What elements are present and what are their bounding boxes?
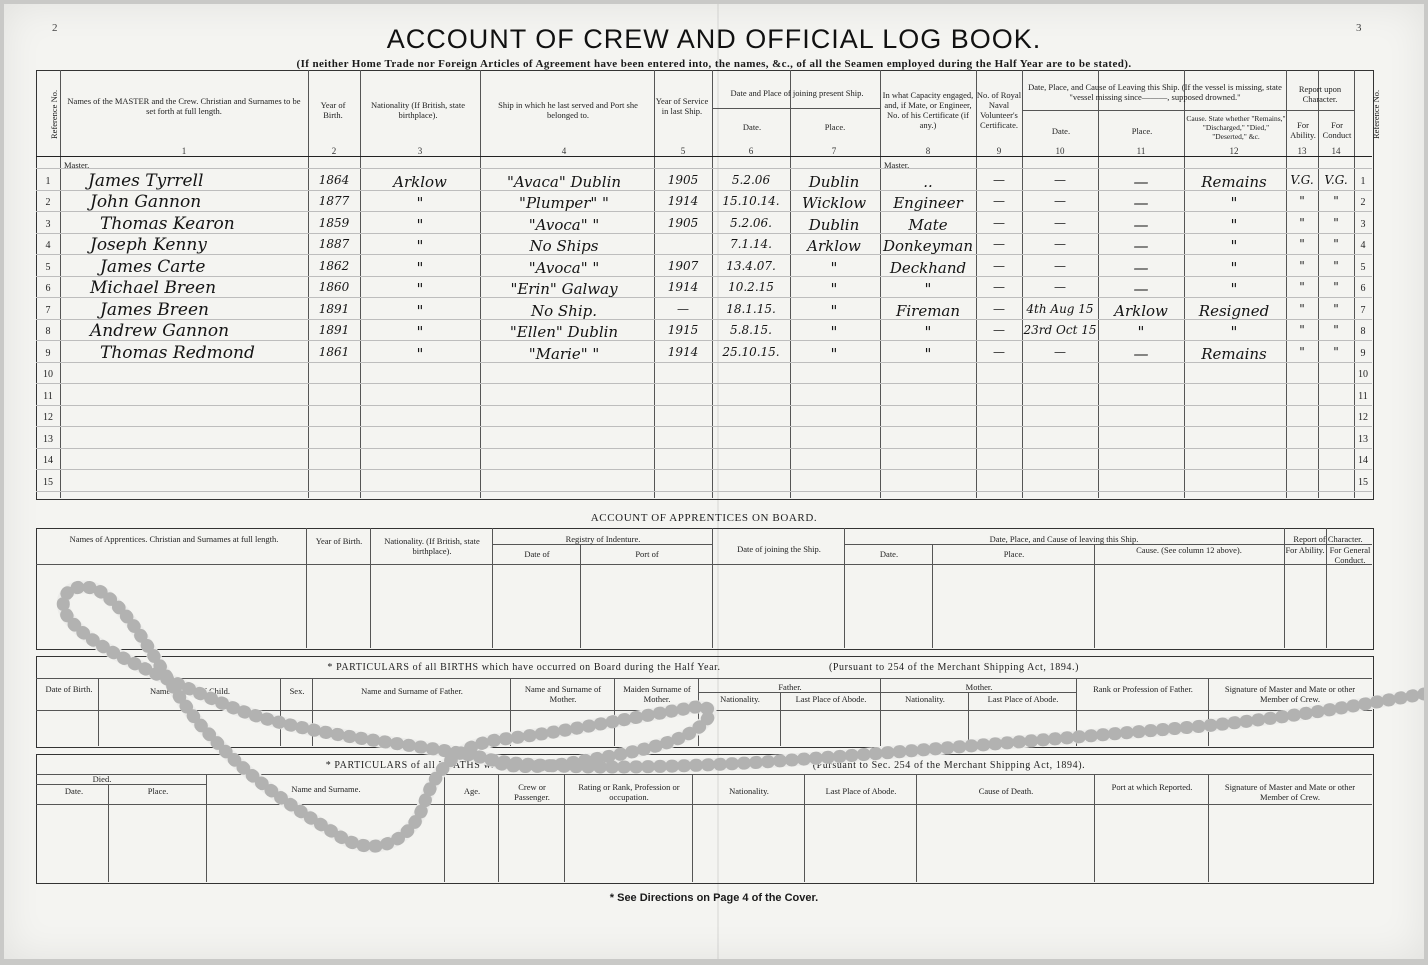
crew-yos-cell: 1915 [667,323,699,337]
row-ref-number: 7 [45,304,51,316]
crew-cause-cell: " [1230,258,1238,277]
births-title: * PARTICULARS of all BIRTHS which have occurred on Board during the Half Year. [327,662,721,673]
crew-ref-header-right: Reference No. [1371,89,1381,139]
death-age-header: Age. [463,786,481,796]
row-ref-number-right: 5 [1360,261,1366,273]
death-signature-header: Signature of Master and Mate or other Member of Crew. [1224,782,1356,802]
column-number: 14 [1331,146,1341,156]
column-number: 11 [1136,146,1146,156]
crew-cap-cell: Donkeyman [883,237,973,255]
crew-jplace-cell: " [830,323,838,341]
row-ref-number-right: 6 [1360,283,1366,294]
crew-ship-cell: "Avaca" Dublin [506,172,622,191]
appr-year-header: Year of Birth. [315,536,363,546]
birth-father-header: Father. [778,682,802,692]
death-port-header: Port at which Reported. [1111,782,1193,792]
crew-lplace-cell: — [1133,172,1149,191]
crew-rnv-cell: — [993,215,1005,230]
crew-cap-cell: " [924,280,932,298]
birth-father-name-header: Name and Surname of Father. [361,686,463,696]
crew-ab-cell: " [1299,344,1305,359]
column-number: 3 [417,146,423,156]
crew-ship-cell: "Plumper" " [519,194,609,212]
row-ref-number-right: 2 [1360,197,1366,208]
crew-lplace-cell: " [1137,323,1145,341]
column-number: 4 [561,146,567,156]
crew-cause-cell: Remains [1201,172,1267,191]
join-place-header: Place. [824,122,846,132]
death-place-header: Place. [147,786,169,796]
crew-cause-cell: Resigned [1198,301,1270,320]
birth-f-abode-header: Last Place of Abode. [795,694,867,704]
birth-m-abode-header: Last Place of Abode. [987,694,1059,704]
capacity-master-label: Master. [884,160,910,170]
crew-co-cell: " [1333,237,1339,251]
row-ref-number-right: 13 [1358,433,1368,445]
row-ref-number: 8 [45,326,51,337]
row-ref-number-right: 11 [1358,390,1368,402]
crew-nat-cell: " [416,215,424,234]
death-nat-header: Nationality. [729,786,769,796]
appr-reg-date-header: Date of [524,549,550,559]
crew-cap-cell: Mate [908,215,948,234]
row-ref-number-right: 9 [1360,347,1366,359]
crew-ab-cell: " [1299,237,1305,251]
column-number: 6 [748,146,754,156]
crew-name-cell: James Breen [100,299,209,320]
crew-co-cell: " [1333,258,1339,273]
crew-yos-cell: — [677,301,689,316]
crew-ship-cell: "Avoca" " [528,258,600,277]
column-number: 5 [680,146,686,156]
crew-cap-cell: Fireman [895,301,961,320]
crew-yos-cell: 1905 [667,172,699,187]
row-ref-number: 12 [43,412,53,423]
row-ref-number: 1 [45,175,51,187]
crew-name-cell: Thomas Kearon [100,213,235,234]
row-ref-number-right: 3 [1360,218,1366,230]
appr-reg-port-header: Port of [635,549,659,559]
crew-jdate-cell: 13.4.07. [726,258,776,273]
crew-nat-cell: " [416,237,424,255]
column-number: 8 [925,146,931,156]
crew-year-cell: 1887 [318,237,350,251]
crew-ship-cell: "Avoca" " [528,215,600,234]
row-ref-number-right: 14 [1358,455,1368,466]
birth-signature-header: Signature of Master and Mate or other Member of Crew. [1224,684,1356,704]
crew-jdate-cell: 5.8.15. [730,323,772,337]
crew-rnv-cell: — [993,258,1005,273]
birth-m-nat-header: Nationality. [905,694,945,704]
appr-conduct-header: For General Conduct. [1329,545,1371,565]
crew-lplace-cell: — [1133,237,1149,255]
crew-lplace-cell: — [1133,215,1149,234]
crew-name-cell: John Gannon [90,192,202,212]
death-name-header: Name and Surname. [291,784,361,794]
row-ref-number: 11 [43,390,53,402]
crew-year-cell: 1891 [318,301,350,316]
birth-mother-name-header: Name and Surname of Mother. [524,684,602,704]
crew-cause-cell: Remains [1201,344,1267,363]
appr-l-date-header: Date. [879,549,899,559]
crew-co-cell: " [1333,323,1339,337]
death-died-header: Died. [92,774,112,784]
row-ref-number: 14 [43,455,53,466]
crew-year-cell: 1864 [318,172,350,187]
crew-co-cell: " [1333,215,1339,230]
row-ref-number-right: 4 [1360,240,1366,251]
column-number: 2 [331,146,337,156]
column-number: 7 [831,146,837,156]
death-cause-header: Cause of Death. [978,786,1034,796]
crew-nat-cell: " [416,194,424,212]
crew-ab-cell: " [1299,194,1305,208]
crew-ship-cell: No Ship. [530,301,598,320]
column-number: 10 [1055,146,1065,156]
crew-lplace-cell: — [1133,280,1149,298]
crew-ab-cell: " [1299,301,1305,316]
crew-jplace-cell: " [830,301,838,320]
rnv-header: No. of Royal Naval Volunteer's Certificate. [976,90,1022,130]
crew-ship-cell: No Ships [529,237,599,255]
crew-year-cell: 1859 [318,215,350,230]
leave-date-header: Date. [1051,126,1071,136]
crew-name-cell: Michael Breen [90,278,217,298]
crew-ldate-cell: — [1054,215,1066,230]
crew-co-cell: " [1333,344,1339,359]
crew-cap-cell: Engineer [893,194,963,212]
death-abode-header: Last Place of Abode. [825,786,897,796]
row-ref-number-right: 10 [1358,369,1368,380]
crew-jplace-cell: " [830,258,838,277]
death-crew-header: Crew or Passenger. [514,782,550,802]
crew-ab-cell: " [1299,323,1305,337]
crew-yos-cell: 1905 [667,215,699,230]
deaths-pursuant: (Pursuant to Sec. 254 of the Merchant Shipping Act, 1894). [812,760,1086,771]
crew-cap-cell: .. [923,172,933,191]
birth-child-header: Name (if any) of Child. [149,686,231,696]
cause-header: Cause. State whether "Remains," "Discharged," "Died," "Deserted," &c. [1186,114,1286,141]
column-number: 1 [181,146,187,156]
crew-rnv-cell: — [993,172,1005,187]
birth-maiden-header: Maiden Surname of Mother. [623,684,691,704]
crew-nat-cell: " [416,258,424,277]
crew-cause-cell: " [1230,194,1238,212]
row-ref-number: 6 [45,283,51,294]
crew-lplace-cell: — [1133,344,1149,363]
page-title: ACCOUNT OF CREW AND OFFICIAL LOG BOOK. [386,24,1042,54]
crew-cap-cell: " [924,323,932,341]
crew-jplace-cell: Wicklow [801,194,867,212]
crew-yos-cell: 1907 [667,258,699,273]
conduct-header: For Conduct [1322,120,1352,140]
row-ref-number: 15 [43,476,53,488]
crew-lplace-cell: — [1133,194,1149,212]
row-ref-number: 5 [45,261,51,273]
master-label: Master. [64,160,90,170]
crew-jplace-cell: " [830,344,838,363]
page-footer: * See Directions on Page 4 of the Cover. [609,892,819,904]
crew-ldate-cell: — [1054,237,1066,251]
crew-year-cell: 1861 [318,344,350,359]
nationality-header: Nationality (If British, state birthplace). [371,100,465,120]
row-ref-number: 10 [43,369,53,380]
row-ref-number-right: 1 [1360,175,1366,187]
ship-header: Ship in which he last served and Port she belonged to. [498,100,638,120]
crew-ab-cell: " [1299,258,1305,273]
crew-yos-cell: 1914 [667,344,699,359]
crew-ab-cell: " [1299,280,1305,294]
crew-rnv-cell: — [993,323,1005,337]
crew-cap-cell: Deckhand [889,258,967,277]
births-pursuant: (Pursuant to 254 of the Merchant Shipping Act, 1894.) [828,662,1080,673]
appr-nat-header: Nationality. (If British, state birthplace). [384,536,480,556]
leave-place-header: Place. [1131,126,1153,136]
crew-nat-cell: " [416,323,424,341]
crew-jplace-cell: " [830,280,838,298]
crew-cause-cell: " [1230,280,1238,298]
row-ref-number: 3 [45,218,51,230]
crew-cause-cell: " [1230,323,1238,341]
crew-co-cell: " [1333,194,1339,208]
year-of-service-header: Year of Service in last Ship. [655,96,709,116]
crew-nat-cell: " [416,301,424,320]
crew-jplace-cell: Dublin [808,215,860,234]
crew-nat-cell: " [416,280,424,298]
crew-ab-cell: " [1299,215,1305,230]
column-number: 12 [1229,146,1239,156]
appr-leaving-header: Date, Place, and Cause of leaving this Ship. [989,534,1139,544]
crew-jdate-cell: 5.2.06. [730,215,772,230]
crew-yos-cell: 1914 [667,280,699,294]
death-rating-header: Rating or Rank, Profession or occupation. [578,782,680,802]
crew-lplace-cell: — [1133,258,1149,277]
crew-rnv-cell: — [993,237,1005,251]
crew-jdate-cell: 7.1.14. [730,237,772,251]
crew-co-cell: " [1333,280,1339,294]
row-ref-number: 4 [45,240,51,251]
crew-name-cell: Thomas Redmond [100,342,255,363]
crew-ldate-cell: — [1054,280,1066,294]
appr-l-cause-header: Cause. (See column 12 above). [1136,545,1242,555]
crew-year-cell: 1891 [318,323,350,337]
row-ref-number: 13 [43,433,53,445]
join-date-header: Date. [742,122,762,132]
crew-nat-cell: Arklow [393,172,447,191]
birth-date-header: Date of Birth. [45,684,93,694]
ability-header: For Ability. [1290,120,1316,140]
appr-ability-header: For Ability. [1285,545,1325,555]
crew-ldate-cell: — [1054,258,1066,273]
crew-jplace-cell: Arklow [807,237,861,255]
crew-ship-cell: "Ellen" Dublin [509,323,619,341]
joining-header: Date and Place of joining present Ship. [730,88,864,98]
crew-name-cell: Joseph Kenny [90,235,207,255]
crew-cause-cell: " [1230,237,1238,255]
birth-rank-header: Rank or Profession of Father. [1093,684,1193,694]
deaths-title: * PARTICULARS of all DEATHS which have occurred on Board during the Half Year. [325,760,723,771]
row-ref-number: 2 [45,197,51,208]
row-ref-number-right: 15 [1358,476,1368,488]
row-ref-number: 9 [45,347,51,359]
crew-ship-cell: "Erin" Galway [510,280,618,298]
report-header: Report upon Character. [1298,84,1342,104]
row-ref-number-right: 12 [1358,412,1368,423]
leaving-header: Date, Place, and Cause of Leaving this Ship. (If the vessel is missing, state "vessel missing since———, supposed drowned." [1028,82,1282,102]
crew-jdate-cell: 25.10.15. [722,344,780,359]
appr-l-place-header: Place. [1003,549,1025,559]
appr-names-header: Names of Apprentices. Christian and Surnames at full length. [69,534,279,544]
appr-joining-header: Date of joining the Ship. [737,544,821,554]
appr-report-header: Report of Character. [1293,534,1363,544]
names-header: Names of the MASTER and the Crew. Christian and Surnames to be set forth at full length. [67,96,301,116]
crew-ldate-cell: — [1054,344,1066,359]
crew-ldate-cell: 4th Aug 15 [1026,301,1094,316]
crew-name-cell: Andrew Gannon [90,321,230,341]
left-page-number: 2 [52,22,58,34]
crew-ship-cell: "Marie" " [528,344,600,363]
crew-ldate-cell: 23rd Oct 15 [1023,323,1097,337]
crew-ldate-cell: — [1054,194,1066,208]
row-ref-number-right: 7 [1360,304,1366,316]
apprentices-title: ACCOUNT OF APPRENTICES ON BOARD. [590,512,818,524]
crew-lplace-cell: Arklow [1114,301,1168,320]
crew-nat-cell: " [416,344,424,363]
crew-jplace-cell: Dublin [808,172,860,191]
crew-name-cell: James Carte [100,256,206,277]
capacity-header: In what Capacity engaged, and, if Mate, or Engineer, No. of his Certificate (if any.) [882,90,974,130]
crew-jdate-cell: 10.2.15 [728,280,774,294]
right-page-number: 3 [1356,22,1362,34]
crew-name-cell: James Tyrrell [88,170,204,191]
crew-year-cell: 1877 [318,194,350,208]
crew-jdate-cell: 18.1.15. [726,301,776,316]
crew-ab-cell: V.G. [1290,172,1314,187]
bead-chain-image [4,4,1424,959]
crew-cap-cell: " [924,344,932,363]
crew-rnv-cell: — [993,194,1005,208]
birth-sex-header: Sex. [289,686,305,696]
crew-jdate-cell: 15.10.14. [722,194,780,208]
crew-ref-header: Reference No. [49,89,59,139]
crew-ldate-cell: — [1054,172,1066,187]
crew-rnv-cell: — [993,280,1005,294]
row-ref-number-right: 8 [1360,326,1366,337]
death-date-header: Date. [64,786,84,796]
crew-yos-cell: 1914 [667,194,699,208]
crew-rnv-cell: — [993,301,1005,316]
year-header: Year of Birth. [320,100,346,120]
crew-rnv-cell: — [993,344,1005,359]
appr-registry-header: Registry of Indenture. [565,534,641,544]
crew-jdate-cell: 5.2.06 [731,172,771,187]
birth-mother-header: Mother. [965,682,993,692]
birth-f-nat-header: Nationality. [720,694,760,704]
crew-co-cell: V.G. [1324,172,1348,187]
log-book-page [4,4,1424,959]
crew-co-cell: " [1333,301,1339,316]
crew-cause-cell: " [1230,215,1238,234]
page-subtitle: (If neither Home Trade nor Foreign Articles of Agreement have been entered into, the names, &c., of all the Seamen employed during the Half Year are to be stated). [296,58,1132,70]
column-number: 9 [996,146,1002,156]
column-number: 13 [1297,146,1307,156]
crew-year-cell: 1862 [318,258,350,273]
crew-year-cell: 1860 [318,280,350,294]
